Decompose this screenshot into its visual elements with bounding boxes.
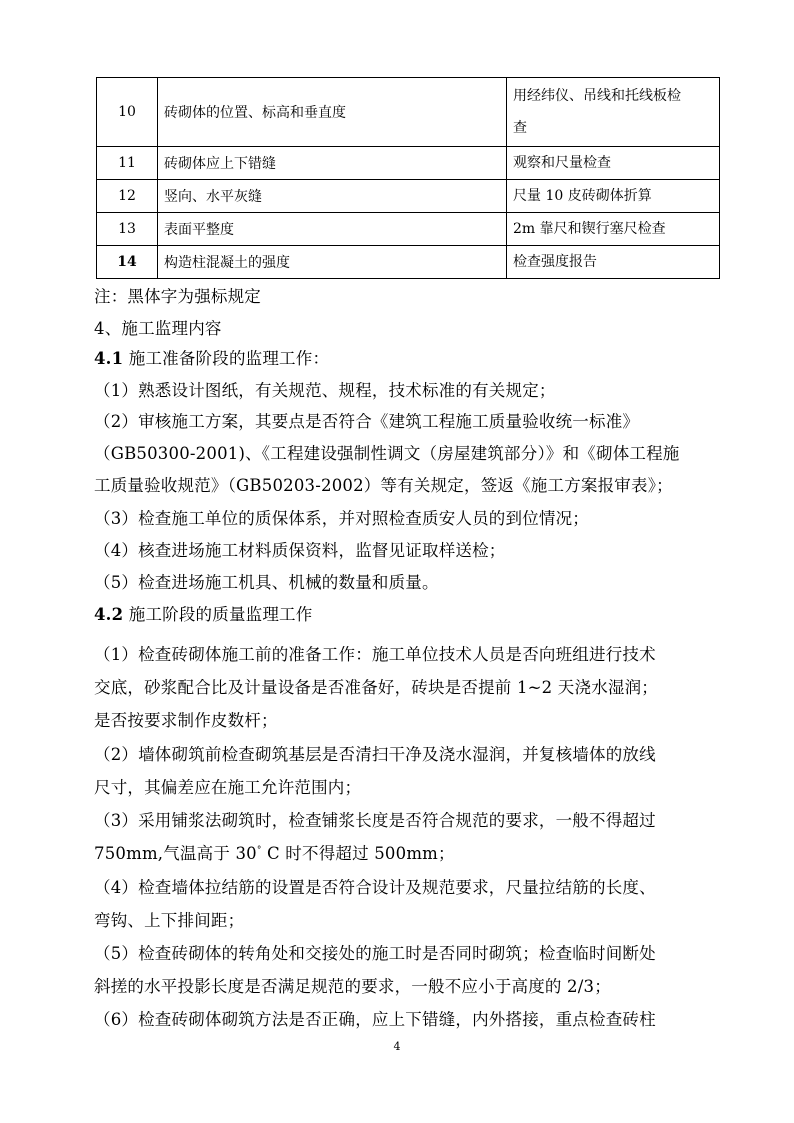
table-cell-no: 13 [97,213,158,246]
page-number: 4 [393,1040,401,1053]
table-cell-no: 14 [97,246,158,279]
degree-symbol: ° [256,845,262,856]
section-title: 4、施工监理内容 [94,319,222,338]
table-cell-no: 12 [97,180,158,213]
paragraph-line: （6）检查砖砌体砌筑方法是否正确，应上下错缝，内外搭接，重点检查砖柱 [94,1010,656,1029]
table-cell-item: 构造柱混凝土的强度 [158,246,507,279]
inspection-table [96,77,720,279]
table-cell-item: 竖向、水平灰缝 [158,180,507,213]
table-cell-item: 砖砌体的位置、标高和垂直度 [158,78,507,147]
paragraph-line: （3）采用铺浆法砌筑时，检查铺浆长度是否符合规范的要求，一般不得超过 [94,811,656,830]
paragraph-line: （4）检查墙体拉结筋的设置是否符合设计及规范要求，尺量拉结筋的长度、 [94,878,656,897]
paragraph-line: （GB50300-2001)、《工程建设强制性调文（房屋建筑部分）》和《砌体工程施 [94,444,680,463]
table-row [97,246,720,279]
subsection-title [94,601,312,625]
table-cell-item: 砖砌体应上下错缝 [158,147,507,180]
paragraph-line: 斜搓的水平投影长度是否满足规范的要求，一般不应小于高度的 2/3； [94,977,611,996]
paragraph-line: 是否按要求制作皮数杆； [94,711,278,730]
paragraph-line: （5）检查砖砌体的转角处和交接处的施工时是否同时砌筑；检查临时间断处 [94,944,656,963]
subsection-number: 4.2 [94,605,124,624]
table-cell-item: 表面平整度 [158,213,507,246]
paragraph-line: （4）核查进场施工材料质保资料，监督见证取样送检； [94,541,506,560]
table-cell-method-line: 用经纬仪、吊线和托线板检 [513,88,681,104]
table-row [97,147,720,180]
table-cell-no: 11 [97,147,158,180]
paragraph-line: （1）熟悉设计图纸，有关规范、规程，技术标准的有关规定； [94,381,556,400]
paragraph-line: （1）检查砖砌体施工前的准备工作：施工单位技术人员是否向班组进行技术 [94,645,656,664]
table-row [97,213,720,246]
table-cell-method: 检查强度报告 [507,246,720,279]
paragraph-line-head: 750mm,气温高于 30 [94,844,257,863]
table-cell-method: 2m 靠尺和锲行塞尺检查 [507,213,720,246]
table-note: 注：黑体字为强标规定 [94,287,261,306]
subsection-title-text: 施工阶段的质量监理工作 [123,605,313,624]
subsection-number: 4.1 [94,349,124,368]
paragraph-line: 弯钩、上下排间距； [94,911,245,930]
subsection-title-text: 施工准备阶段的监理工作： [123,349,330,368]
subsection-title [94,345,329,369]
paragraph-line-tail: C 时不得超过 500mm； [261,844,455,863]
paragraph-line: （2）墙体砌筑前检查砌筑基层是否清扫干净及浇水湿润，并复核墙体的放线 [94,745,656,764]
table-row [97,78,720,147]
table-row [97,180,720,213]
paragraph-line [94,840,455,864]
paragraph-line: （5）检查进场施工机具、机械的数量和质量。 [94,573,439,592]
table-cell-method-line: 查 [513,120,527,136]
paragraph-line: 交底，砂浆配合比及计量设备是否准备好，砖块是否提前 1~2 天浇水湿润； [94,678,659,697]
paragraph-line: 尺寸，其偏差应在施工允许范围内； [94,778,362,797]
table-cell-no: 10 [97,78,158,147]
table-cell-method: 观察和尺量检查 [507,147,720,180]
paragraph-line: 工质量验收规范》（GB50203-2002）等有关规定，签返《施工方案报审表》； [94,476,673,495]
paragraph-line: （2）审核施工方案，其要点是否符合《建筑工程施工质量验收统一标准》 [94,412,640,431]
paragraph-line: （3）检查施工单位的质保体系，并对照检查质安人员的到位情况； [94,509,589,528]
table-cell-method: 尺量 10 皮砖砌体折算 [507,180,720,213]
table-cell-method [507,78,720,147]
